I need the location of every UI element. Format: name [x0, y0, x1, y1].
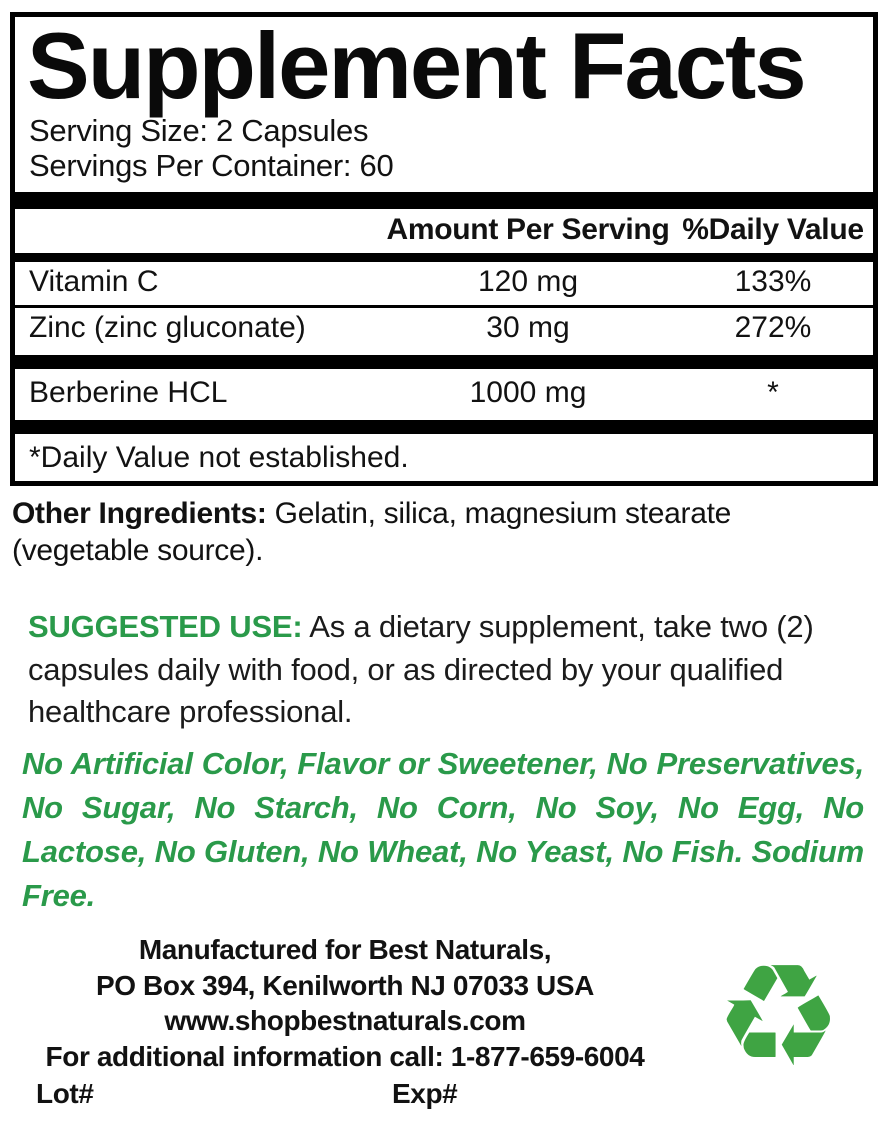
no-additives-claims: No Artificial Color, Flavor or Sweetener, No Preservatives, No Sugar, No Starch, No Corn, No Soy, No Egg, No Lactose, No Gluten, No Wheat, No Yeast, No Fish. Sodium Free.: [22, 746, 864, 914]
nutrient-amount: 30 mg: [486, 310, 570, 344]
nutrient-row-berberine: [15, 373, 873, 416]
nutrient-name: Berberine HCL: [29, 375, 228, 409]
daily-value-footnote: *Daily Value not established.: [29, 440, 409, 474]
serving-info: [15, 110, 873, 191]
footer: [0, 932, 888, 1132]
serving-size: Serving Size: 2 Capsules: [29, 113, 369, 149]
suggested-use-text: As a dietary supplement, take two (2) capsules daily with food, or as directed by your qualified healthcare professional.: [28, 608, 814, 730]
suggested-use-label: SUGGESTED USE:: [28, 608, 303, 644]
nutrient-name: Zinc (zinc gluconate): [29, 310, 306, 344]
nutrient-daily-value: 272%: [734, 310, 812, 344]
facts-title: Supplement Facts: [27, 13, 805, 118]
lot-exp-row: [0, 1074, 690, 1110]
supplement-label: [0, 12, 888, 1110]
nutrient-amount: 120 mg: [477, 264, 579, 298]
nutrient-name: Vitamin C: [29, 264, 159, 298]
exp-label: Exp#: [392, 1078, 458, 1110]
other-ingredients-text: Gelatin, silica, magnesium stearate (vegetable source).: [12, 496, 732, 568]
manufacturer-block: [0, 932, 690, 1074]
divider-mid-1: [15, 355, 873, 369]
nutrient-daily-value: *: [767, 375, 779, 409]
servings-per-container: Servings Per Container: 60: [29, 148, 394, 184]
divider-thick-top: [15, 192, 873, 209]
header-spacer: [15, 213, 383, 247]
suggested-use: [28, 606, 862, 734]
facts-header-row: [15, 209, 873, 253]
other-ingredients: [12, 495, 876, 570]
daily-value-header: %Daily Value: [682, 212, 864, 246]
manufacturer-line: Manufactured for Best Naturals,: [138, 934, 552, 966]
address-line: PO Box 394, Kenilworth NJ 07033 USA: [96, 969, 594, 1001]
nutrient-row-vitamin-c: [15, 262, 873, 305]
amount-per-serving-header: Amount Per Serving: [386, 212, 670, 246]
website: www.shopbestnaturals.com: [164, 1005, 526, 1037]
nutrient-daily-value: 133%: [734, 264, 812, 298]
facts-panel: [10, 12, 878, 486]
divider-mid-2: [15, 420, 873, 434]
nutrient-row-zinc: [15, 308, 873, 351]
divider-medium: [15, 253, 873, 262]
lot-label: Lot#: [36, 1078, 94, 1110]
phone-line: For additional information call: 1-877-659-6004: [45, 1040, 645, 1072]
other-ingredients-label: Other Ingredients:: [12, 496, 267, 530]
nutrient-amount: 1000 mg: [469, 375, 587, 409]
recycle-icon: ♻: [714, 934, 842, 1100]
